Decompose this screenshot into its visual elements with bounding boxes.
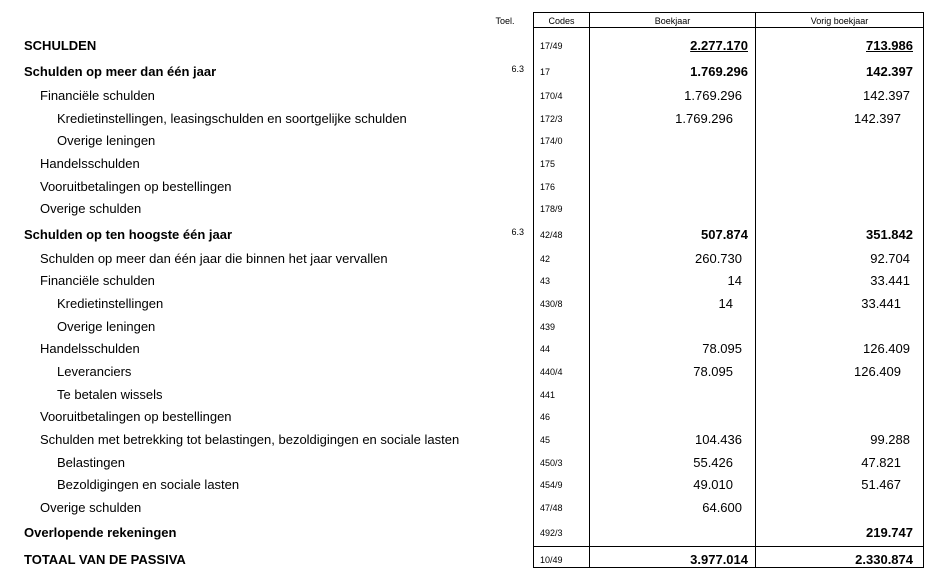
row-code: 45 bbox=[540, 435, 551, 445]
row-belastingen bbox=[0, 452, 945, 474]
row-boekjaar-value: 78.095 bbox=[693, 364, 733, 379]
row-vorig-value: 51.467 bbox=[861, 477, 901, 492]
row-vorig-value: 142.397 bbox=[863, 88, 910, 103]
row-label: Financiële schulden bbox=[40, 273, 155, 288]
row-code: 439 bbox=[540, 322, 556, 332]
row-vorig-value: 33.441 bbox=[861, 296, 901, 311]
row-code: 430/8 bbox=[540, 299, 563, 309]
row-totaal-passiva bbox=[0, 549, 945, 571]
row-code: 492/3 bbox=[540, 528, 563, 538]
row-overlopende-rekeningen bbox=[0, 522, 945, 544]
row-code: 44 bbox=[540, 344, 551, 354]
row-vorig-value: 126.409 bbox=[854, 364, 901, 379]
row-label: Handelsschulden bbox=[40, 341, 140, 356]
row-label: Leveranciers bbox=[57, 364, 132, 379]
header-top-border bbox=[533, 12, 924, 13]
row-vorig-value: 99.288 bbox=[870, 432, 910, 447]
row-handelsschulden-kort bbox=[0, 338, 945, 360]
row-toel: 6.3 bbox=[511, 64, 524, 74]
row-boekjaar-value: 64.600 bbox=[702, 500, 742, 515]
row-label: Overige schulden bbox=[40, 500, 142, 515]
row-code: 441 bbox=[540, 390, 556, 400]
row-boekjaar-value: 14 bbox=[727, 273, 742, 288]
row-code: 10/49 bbox=[540, 555, 563, 565]
row-label: Belastingen bbox=[57, 455, 125, 470]
row-vorig-value: 142.397 bbox=[866, 64, 913, 79]
row-label: Vooruitbetalingen op bestellingen bbox=[40, 409, 232, 424]
row-vorig-value: 142.397 bbox=[854, 111, 901, 126]
row-handelsschulden bbox=[0, 153, 945, 175]
row-boekjaar-value: 260.730 bbox=[695, 251, 742, 266]
row-overige-schulden-kort bbox=[0, 497, 945, 519]
row-code: 178/9 bbox=[540, 204, 563, 214]
row-code: 17/49 bbox=[540, 41, 563, 51]
row-vorig-value: 33.441 bbox=[870, 273, 910, 288]
row-boekjaar-value: 1.769.296 bbox=[684, 88, 742, 103]
row-code: 42 bbox=[540, 254, 551, 264]
toel-header: Toel. bbox=[495, 16, 515, 26]
row-label: Overige schulden bbox=[40, 201, 142, 216]
row-boekjaar-value: 507.874 bbox=[701, 227, 748, 242]
row-label: Overige leningen bbox=[57, 133, 156, 148]
row-boekjaar-value: 1.769.296 bbox=[690, 64, 748, 79]
row-label: Kredietinstellingen, leasingschulden en soortgelijke schulden bbox=[57, 111, 407, 126]
row-label: Overlopende rekeningen bbox=[24, 525, 177, 540]
row-code: 47/48 bbox=[540, 503, 563, 513]
codes-header: Codes bbox=[548, 16, 575, 26]
row-label: Te betalen wissels bbox=[57, 387, 163, 402]
row-code: 170/4 bbox=[540, 91, 563, 101]
row-code: 42/48 bbox=[540, 230, 563, 240]
row-label: Financiële schulden bbox=[40, 88, 155, 103]
row-code: 176 bbox=[540, 182, 556, 192]
boekjaar-header: Boekjaar bbox=[654, 16, 691, 26]
row-boekjaar-value: 55.426 bbox=[693, 455, 733, 470]
row-label: SCHULDEN bbox=[24, 38, 97, 53]
row-schulden bbox=[0, 35, 945, 57]
row-vorig-value: 126.409 bbox=[863, 341, 910, 356]
row-code: 172/3 bbox=[540, 114, 563, 124]
row-code: 440/4 bbox=[540, 367, 563, 377]
row-label: Kredietinstellingen bbox=[57, 296, 164, 311]
row-label: Schulden met betrekking tot belastingen, bezoldigingen en sociale lasten bbox=[40, 432, 460, 447]
row-label: Bezoldigingen en sociale lasten bbox=[57, 477, 240, 492]
row-label: Schulden op meer dan één jaar die binnen het jaar vervallen bbox=[40, 251, 388, 266]
row-leveranciers bbox=[0, 361, 945, 383]
row-vooruitbetalingen-kort bbox=[0, 406, 945, 428]
row-label: Handelsschulden bbox=[40, 156, 140, 171]
row-overige-leningen-kort bbox=[0, 316, 945, 338]
row-schulden-meer-dan-een-jaar bbox=[0, 61, 945, 83]
row-boekjaar-value: 1.769.296 bbox=[675, 111, 733, 126]
row-vooruitbetalingen bbox=[0, 176, 945, 198]
row-overige-schulden bbox=[0, 198, 945, 220]
header-bottom-border bbox=[533, 27, 924, 28]
row-te-betalen-wissels bbox=[0, 384, 945, 406]
total-top-border bbox=[533, 546, 924, 547]
row-label: Schulden op ten hoogste één jaar bbox=[24, 227, 233, 242]
row-boekjaar-value: 104.436 bbox=[695, 432, 742, 447]
row-boekjaar-value: 2.277.170 bbox=[690, 38, 748, 53]
row-label: Schulden op meer dan één jaar bbox=[24, 64, 217, 79]
row-boekjaar-value: 3.977.014 bbox=[690, 552, 748, 567]
row-vorig-value: 92.704 bbox=[870, 251, 910, 266]
row-vorig-value: 2.330.874 bbox=[855, 552, 913, 567]
row-vorig-value: 713.986 bbox=[866, 38, 913, 53]
row-overige-leningen bbox=[0, 130, 945, 152]
row-code: 17 bbox=[540, 67, 551, 77]
row-boekjaar-value: 14 bbox=[718, 296, 733, 311]
row-vorig-value: 47.821 bbox=[861, 455, 901, 470]
row-kredietinstellingen-leasing bbox=[0, 108, 945, 130]
row-vorig-value: 351.842 bbox=[866, 227, 913, 242]
row-code: 174/0 bbox=[540, 136, 563, 146]
row-vorig-value: 219.747 bbox=[866, 525, 913, 540]
row-financiele-schulden-kort bbox=[0, 270, 945, 292]
row-schulden-ten-hoogste-een-jaar bbox=[0, 224, 945, 246]
row-label: Vooruitbetalingen op bestellingen bbox=[40, 179, 232, 194]
row-schulden-binnen-jaar-vervallen bbox=[0, 248, 945, 270]
row-code: 43 bbox=[540, 276, 551, 286]
row-bezoldigingen bbox=[0, 474, 945, 496]
row-code: 454/9 bbox=[540, 480, 563, 490]
row-code: 450/3 bbox=[540, 458, 563, 468]
row-toel: 6.3 bbox=[511, 227, 524, 237]
row-belastingen-bezoldigingen bbox=[0, 429, 945, 451]
row-code: 175 bbox=[540, 159, 556, 169]
row-financiele-schulden bbox=[0, 85, 945, 107]
vorig-boekjaar-header: Vorig boekjaar bbox=[810, 16, 869, 26]
row-kredietinstellingen bbox=[0, 293, 945, 315]
row-boekjaar-value: 49.010 bbox=[693, 477, 733, 492]
row-boekjaar-value: 78.095 bbox=[702, 341, 742, 356]
row-label: Overige leningen bbox=[57, 319, 156, 334]
row-code: 46 bbox=[540, 412, 551, 422]
row-label: TOTAAL VAN DE PASSIVA bbox=[24, 552, 186, 567]
